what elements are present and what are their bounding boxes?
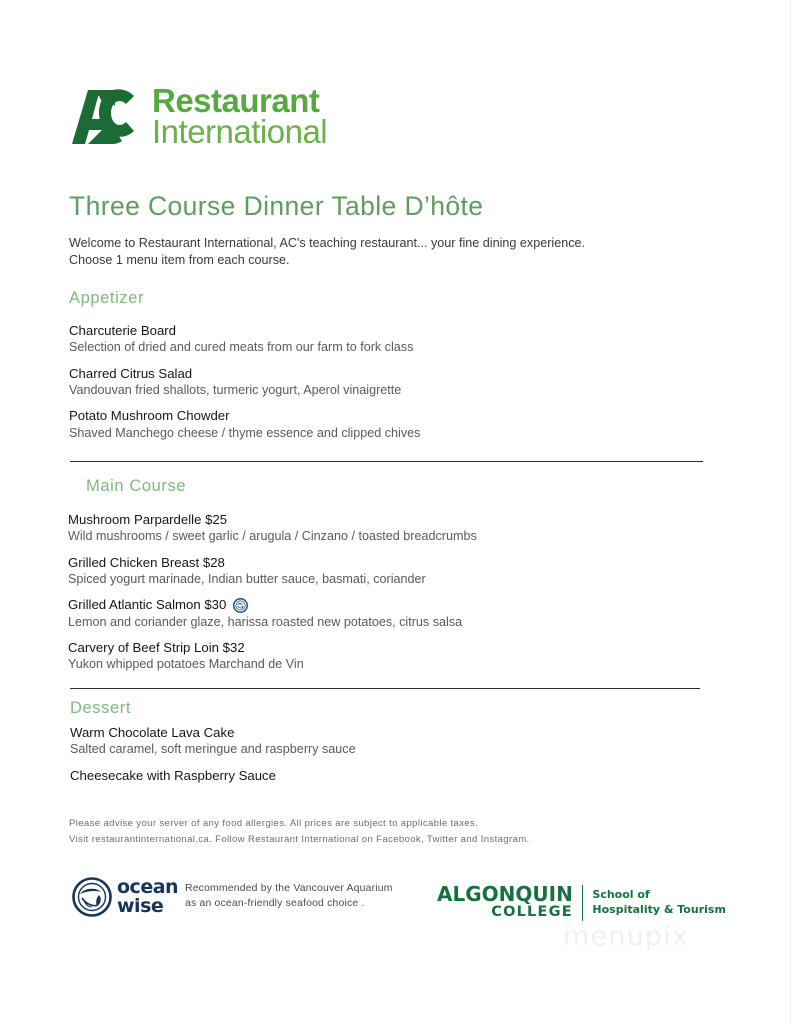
ocean-wise-icon [233,598,248,613]
section-items-appetizer [69,323,699,441]
algonquin-wordmark [437,884,573,920]
algonquin-school-line-2: Hospitality & Tourism [592,902,726,916]
fine-print-line-2: Visit restaurantinternational.ca. Follow Restaurant International on Facebook, Twitter and Instagram. [69,833,530,845]
menu-item [70,768,700,784]
menu-item [68,512,708,545]
menu-item [69,366,699,399]
menu-item-description: Selection of dried and cured meats from our farm to fork class [69,340,414,355]
ocean-wise-logo [72,877,178,917]
menu-item-description: Vandouvan fried shallots, turmeric yogurt, Aperol vinaigrette [69,382,402,397]
algonquin-name: ALGONQUIN [437,882,573,906]
section-items-main-course [68,512,708,673]
menu-item [68,555,708,588]
ocean-wise-caption [185,882,393,912]
menu-item-name: Cheesecake with Raspberry Sauce [70,767,276,783]
menu-item-name: Charcuterie Board [69,323,177,338]
logo-line-international: International [152,113,328,150]
menu-item-name: Carvery of Beef Strip Loin $32 [68,640,245,656]
section-heading-main-course: Main Course [86,477,187,495]
section-divider [70,688,700,689]
ocean-wise-badge-icon [72,877,112,917]
algonquin-college-logo [437,884,726,921]
section-items-dessert [70,725,700,784]
section-divider [70,461,703,462]
menu-item-description: Lemon and coriander glaze, harissa roasted new potatoes, citrus salsa [68,614,463,629]
menu-item-description: Shaved Manchego cheese / thyme essence and clipped chives [69,425,421,440]
restaurant-logo [72,82,328,150]
logo-line-restaurant: Restaurant [152,82,320,120]
ac-monogram-icon [72,86,146,148]
ocean-wise-word-bottom: wise [117,895,164,917]
menu-item-name: Warm Chocolate Lava Cake [70,725,235,740]
menu-item-description: Spiced yogurt marinade, Indian butter sauce, basmati, coriander [68,571,426,586]
menu-item [68,640,708,673]
section-heading-appetizer: Appetizer [69,289,145,307]
menu-item [70,725,700,758]
fine-print-line-1: Please advise your server of any food allergies. All prices are subject to applicable taxes. [69,818,479,829]
algonquin-divider [582,885,584,921]
menu-item-name: Grilled Chicken Breast $28 [68,554,225,570]
ocean-wise-wordmark [117,878,178,915]
algonquin-school-line-1: School of [592,888,650,901]
menu-item-name: Potato Mushroom Chowder [69,408,230,424]
algonquin-school-name [592,888,726,918]
menu-item-name: Charred Citrus Salad [69,365,193,381]
ocean-wise-caption-line-1: Recommended by the Vancouver Aquarium [185,883,393,894]
menu-item [69,323,699,356]
intro-text [69,235,689,268]
section-heading-dessert: Dessert [70,699,132,717]
menu-item-name: Mushroom Parpardelle $25 [68,512,228,527]
menu-item-name-row [68,597,708,613]
menu-item-description: Salted caramel, soft meringue and raspberry sauce [70,742,356,757]
menu-item [68,597,708,630]
menu-item [69,408,699,441]
fine-print [69,816,689,847]
intro-line-2: Choose 1 menu item from each course. [69,252,290,267]
ocean-wise-word-top: ocean [117,876,179,899]
menu-item-name: Grilled Atlantic Salmon $30 [68,597,227,613]
page-title: Three Course Dinner Table D’hôte [69,191,484,221]
menupix-watermark: menupix [563,921,690,952]
ocean-wise-caption-line-2: as an ocean-friendly seafood choice . [185,897,365,909]
menu-item-description: Wild mushrooms / sweet garlic / arugula / Cinzano / toasted breadcrumbs [68,529,477,544]
algonquin-college-word: COLLEGE [491,904,573,920]
menu-item-description: Yukon whipped potatoes Marchand de Vin [68,657,304,672]
intro-line-1: Welcome to Restaurant International, AC's teaching restaurant... your fine dining experience. [69,236,586,250]
